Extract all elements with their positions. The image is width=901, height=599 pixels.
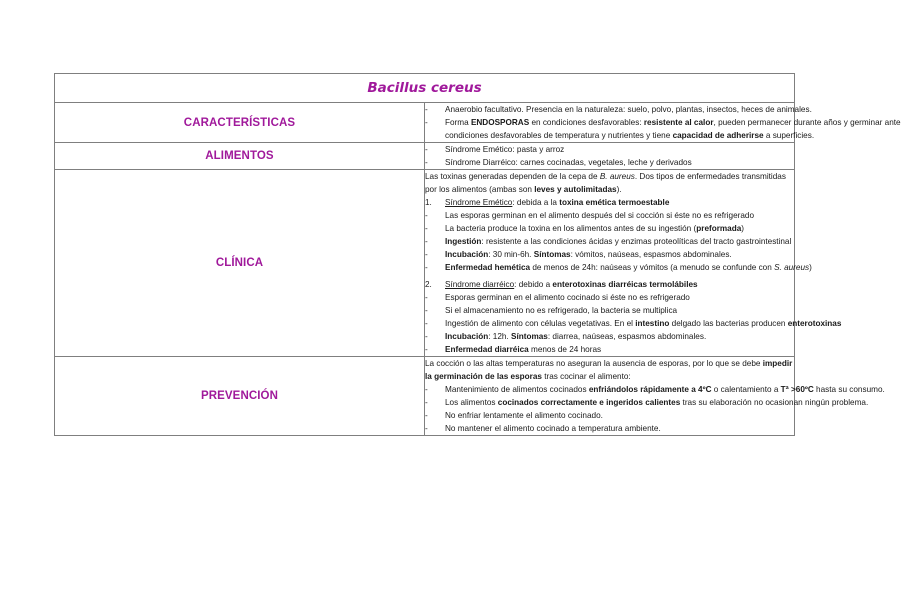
text-run: : 12h. xyxy=(488,332,511,341)
bullet-dash: - xyxy=(425,319,428,328)
bullet-dash: - xyxy=(425,224,428,233)
list-item xyxy=(425,143,794,156)
list-item xyxy=(425,383,885,396)
text-run: Anaerobio facultativo. Presencia en la naturaleza: suelo, polvo, plantas, insectos, heces de animales. xyxy=(445,105,812,114)
text-run: La bacteria produce la toxina en los alimentos antes de su ingestión ( xyxy=(445,224,697,233)
label-alimentos: ALIMENTOS xyxy=(55,143,425,170)
list-item xyxy=(425,409,794,422)
text-run: B. aureus xyxy=(599,172,635,181)
bullet-dash: - xyxy=(425,211,428,220)
list-item xyxy=(425,209,794,222)
list-number: 2. xyxy=(425,280,432,289)
row-alimentos xyxy=(55,143,795,170)
content-caracteristicas xyxy=(425,103,901,143)
bullet-dash: - xyxy=(425,293,428,302)
text-run: : debido a xyxy=(514,280,553,289)
text-run: a superficies. xyxy=(763,131,815,140)
text-run: o calentamiento a xyxy=(711,385,781,394)
label-prevencion: PREVENCIÓN xyxy=(55,357,425,436)
text-run: en condiciones desfavorables: xyxy=(529,118,644,127)
list-item xyxy=(425,343,794,356)
list-item xyxy=(425,235,794,248)
list-item xyxy=(425,103,812,116)
document-sheet xyxy=(54,73,901,436)
text-run: Mantenimiento de alimentos cocinados xyxy=(445,385,589,394)
text-run: Las toxinas generadas dependen de la cepa de xyxy=(425,172,600,181)
content-prevencion xyxy=(425,357,885,436)
text-run: toxina emética termoestable xyxy=(559,198,670,207)
document-title: Bacillus cereus xyxy=(367,80,482,96)
list-item xyxy=(425,278,794,291)
text-run: intestino xyxy=(635,319,670,328)
text-run: leves y autolimitadas xyxy=(534,185,617,194)
text-run: enfriándolos rápidamente a 4ºC xyxy=(588,385,712,394)
bullet-dash: - xyxy=(425,237,428,246)
list-item xyxy=(425,248,794,261)
text-run: Síndrome Diarréico: carnes cocinadas, vegetales, leche y derivados xyxy=(445,158,692,167)
paragraph-line xyxy=(425,129,815,142)
bullet-dash: - xyxy=(425,345,428,354)
paragraph-line xyxy=(425,170,794,196)
text-run: Incubación xyxy=(445,250,489,259)
title-cell xyxy=(55,74,795,103)
paragraph-line xyxy=(425,357,794,383)
list-item xyxy=(425,196,794,209)
text-run: Ingestión xyxy=(445,237,482,246)
text-run: S. aureus xyxy=(774,263,810,272)
text-run: preformada xyxy=(696,224,742,233)
text-run: hasta su consumo. xyxy=(813,385,885,394)
text-run: No enfriar lentamente el alimento cocinado. xyxy=(445,411,603,420)
list-item xyxy=(425,396,869,409)
text-run: resistente al calor xyxy=(643,118,714,127)
list-item xyxy=(425,222,794,235)
text-run: : 30 min-6h. xyxy=(488,250,534,259)
row-caracteristicas xyxy=(55,103,795,143)
text-run: Tª >60ºC xyxy=(780,385,814,394)
list-number: 1. xyxy=(425,198,432,207)
text-run: : vómitos, naúseas, espasmos abdominales. xyxy=(570,250,732,259)
bullet-dash: - xyxy=(425,250,428,259)
text-run: Si el almacenamiento no es refrigerado, la bacteria se multiplica xyxy=(445,306,678,315)
bullet-dash: - xyxy=(425,306,428,315)
text-run: cocinados correctamente e ingeridos calientes xyxy=(497,398,681,407)
list-item xyxy=(425,156,794,169)
text-run: Incubación xyxy=(445,332,489,341)
list-item xyxy=(425,330,794,343)
text-run: Enfermedad hemética xyxy=(445,263,531,272)
text-run: ). xyxy=(616,185,622,194)
text-run: : resistente a las condiciones ácidas y enzimas proteolíticas del tracto gastrointestinal xyxy=(481,237,792,246)
text-run: . Dos tipos de enfermedades transmitidas por los alimentos (ambas son xyxy=(425,172,786,194)
text-run: delgado las bacterias producen xyxy=(669,319,788,328)
text-run: ) xyxy=(809,263,812,272)
text-run: Esporas germinan en el alimento cocinado si éste no es refrigerado xyxy=(445,293,690,302)
text-run: : diarrea, naúseas, espasmos abdominales. xyxy=(547,332,707,341)
list-item xyxy=(425,422,794,435)
list-item xyxy=(425,317,842,330)
text-run: Síndrome Emético: pasta y arroz xyxy=(445,145,565,154)
text-run: enterotoxinas xyxy=(787,319,842,328)
label-caracteristicas: CARACTERÍSTICAS xyxy=(55,103,425,143)
text-run: ENDOSPORAS xyxy=(470,118,530,127)
text-run: Síntomas xyxy=(533,250,571,259)
bullet-dash: - xyxy=(425,118,428,127)
bullet-dash: - xyxy=(425,145,428,154)
bullet-dash: - xyxy=(425,263,428,272)
list-item xyxy=(425,304,794,317)
text-run: Forma xyxy=(445,118,471,127)
list-item xyxy=(425,116,901,129)
text-run: impedir la germinación de las esporas xyxy=(425,359,793,381)
text-run: capacidad de adherirse xyxy=(672,131,764,140)
text-run: La cocción o las altas temperaturas no aseguran la ausencia de esporas, por lo que se debe xyxy=(425,359,763,368)
text-run: No mantener el alimento cocinado a temperatura ambiente. xyxy=(445,424,661,433)
text-run: Enfermedad diarréica xyxy=(445,345,529,354)
bullet-dash: - xyxy=(425,158,428,167)
row-clinica xyxy=(55,170,795,357)
text-run: tras cocinar el alimento: xyxy=(541,372,631,381)
text-run: menos de 24 horas xyxy=(528,345,602,354)
text-run: ) xyxy=(741,224,745,233)
row-prevencion xyxy=(55,357,795,436)
text-run: tras su elaboración no ocasionan ningún problema. xyxy=(680,398,869,407)
text-run: Las esporas germinan en el alimento después del si cocción si éste no es refrigerado xyxy=(445,211,755,220)
bullet-dash: - xyxy=(425,385,428,394)
label-clinica: CLÍNICA xyxy=(55,170,425,357)
bullet-dash: - xyxy=(425,411,428,420)
title-row xyxy=(55,74,795,103)
text-run: Síntomas xyxy=(510,332,548,341)
text-run: enterotoxinas diarréicas termolábiles xyxy=(552,280,698,289)
content-alimentos xyxy=(425,143,795,170)
text-run: , pueden permanecer durante años y germinar ante xyxy=(713,118,901,127)
bullet-dash: - xyxy=(425,105,428,114)
text-run: Síndrome Emético xyxy=(445,198,513,207)
text-run: Síndrome diarréico xyxy=(445,280,515,289)
text-run: Los alimentos xyxy=(445,398,498,407)
text-run: de menos de 24h: naúseas y vómitos (a menudo se confunde con xyxy=(530,263,775,272)
list-item xyxy=(425,291,794,304)
bullet-dash: - xyxy=(425,332,428,341)
text-run: : debida a la xyxy=(512,198,560,207)
bullet-dash: - xyxy=(425,398,428,407)
text-run: condiciones desfavorables de temperatura y nutrientes y tiene xyxy=(445,131,673,140)
list-item xyxy=(425,261,812,274)
text-run: Ingestión de alimento con células vegetativas. En el xyxy=(445,319,636,328)
bullet-dash: - xyxy=(425,424,428,433)
bacillus-summary-table xyxy=(54,73,901,436)
content-clinica xyxy=(425,170,842,357)
